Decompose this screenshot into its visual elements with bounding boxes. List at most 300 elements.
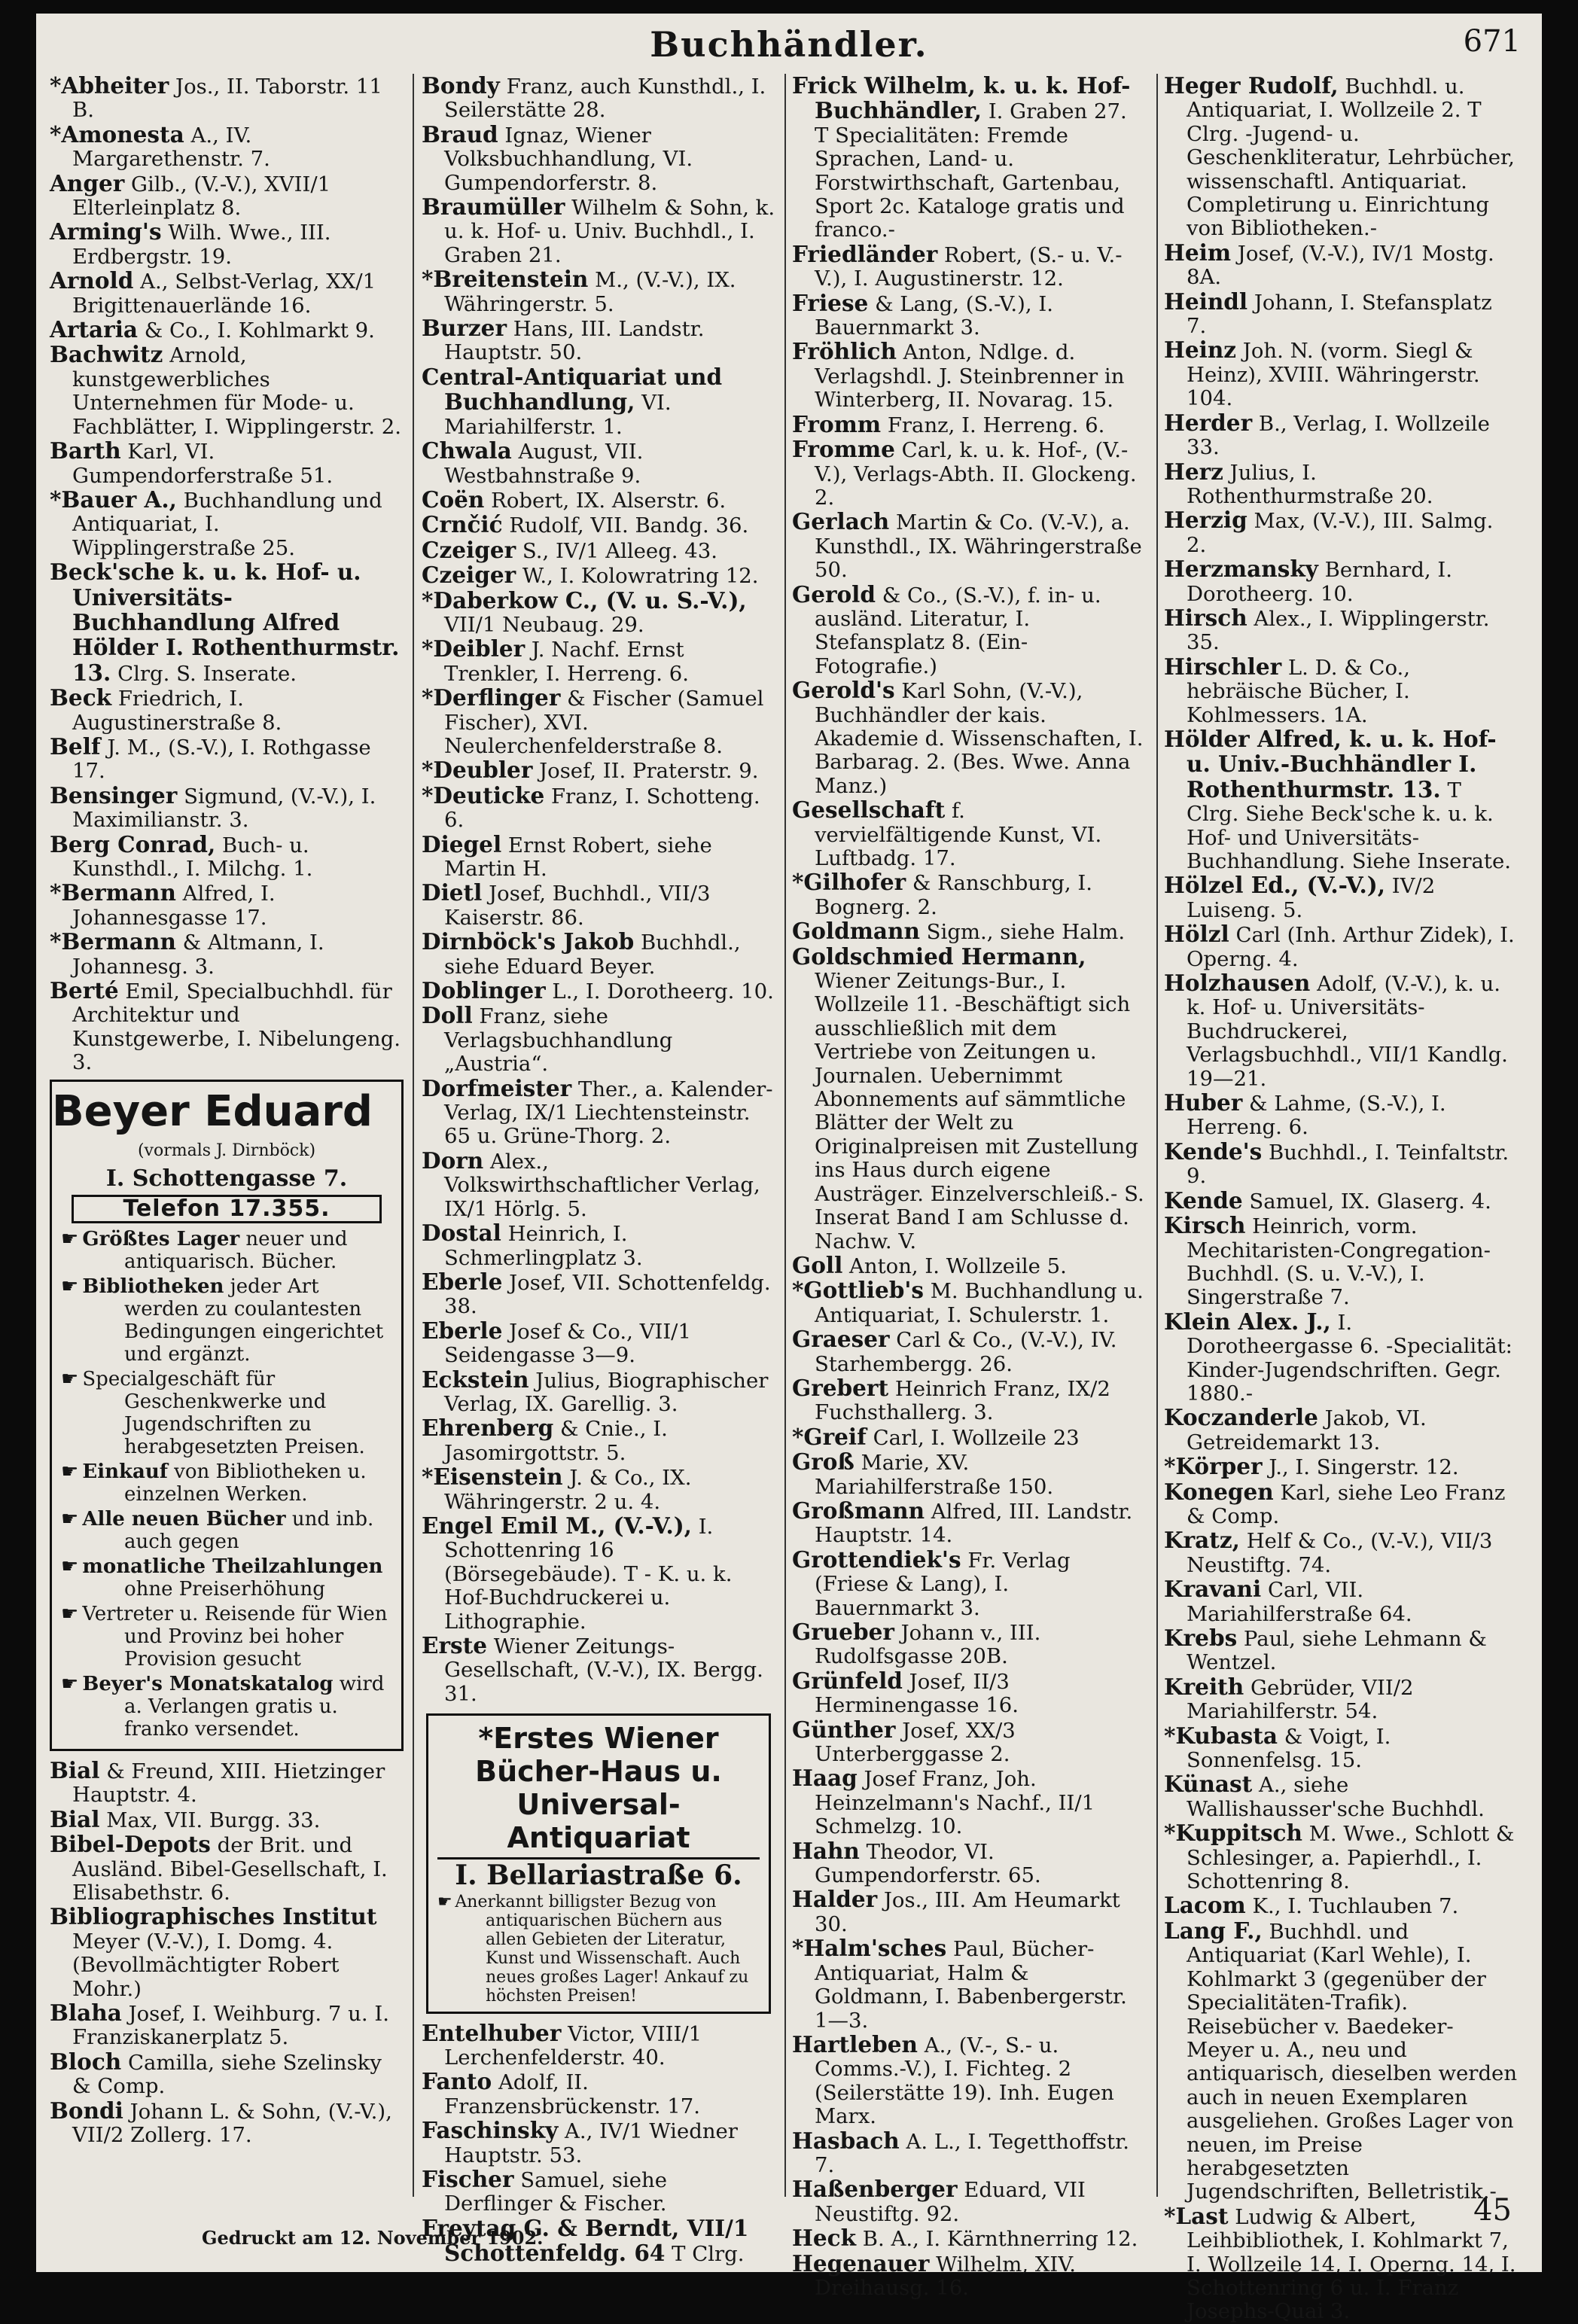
entry-name: Großmann [792, 1497, 925, 1524]
directory-entry [422, 74, 775, 123]
directory-entry [50, 930, 404, 979]
entry-text: Ignaz, Wiener Volksbuchhandlung, VI. Gumpendorferstr. 8. [444, 123, 693, 195]
entry-name: Hartleben [792, 2030, 918, 2057]
pointing-hand-icon: ☛ [61, 1602, 83, 1625]
directory-entry [1164, 1724, 1518, 1773]
directory-entry [422, 267, 775, 316]
directory-entry [50, 2001, 404, 2050]
directory-entry [1164, 1893, 1518, 1918]
pointing-hand-icon: ☛ [437, 1892, 455, 1911]
directory-entry [792, 2226, 1146, 2251]
directory-entry [50, 686, 404, 735]
entry-name: Belf [50, 733, 101, 760]
entry-name: Groß [792, 1448, 854, 1476]
entry-text: A., IV/1 Wiedner Hauptstr. 53. [444, 2119, 738, 2167]
entry-text: Franz, I. Schotteng. 6. [444, 784, 760, 833]
entry-name: Erste [422, 1632, 488, 1658]
entry-name: Bensinger [50, 781, 178, 809]
entry-text: M. Buchhandlung u. Antiquariat, I. Schulerstr. 1. [815, 1279, 1144, 1327]
entry-text: A., IV. Margarethenstr. 7. [72, 123, 270, 172]
footer-printed: Gedruckt am 12. November 1902. [202, 2227, 544, 2249]
directory-entry [792, 1253, 1146, 1278]
entry-text: IV/2 Luiseng. 5. [1187, 874, 1436, 922]
entry-text: W., I. Kolowratring 12. [516, 564, 759, 589]
entry-name: Bibliotheken [82, 1275, 224, 1298]
entry-text: Karl Sohn, (V.-V.), Buchhändler der kais. Akademie d. Wissenschaften, I. Barbarag. 2. (Bes. Wwe. Anna Manz.) [815, 679, 1144, 798]
directory-entry [1164, 290, 1518, 339]
entry-text: Arnold, kunstgewerbliches Unternehmen für Mode- u. Fachblätter, I. Wipplingerstr. 2. [72, 343, 401, 439]
entry-name: Berg Conrad, [50, 830, 216, 857]
entry-name: Graeser [792, 1326, 890, 1353]
entry-name: Eberle [422, 1317, 503, 1344]
entry-name: *Deuticke [422, 781, 545, 809]
directory-entry [792, 1450, 1146, 1499]
entry-name: Hölder Alfred, k. u. k. Hof- u. Univ.-Buchhändler I. Rothenthurmstr. 13. [1164, 725, 1497, 803]
directory-entry [422, 439, 775, 488]
entry-text: Joh. N. (vorm. Siegl & Heinz), XVIII. Währingerstr. 104. [1187, 339, 1480, 411]
column-divider [1156, 74, 1158, 2197]
entry-text: Fr. Verlag (Friese & Lang), I. Bauernmarkt 3. [815, 1548, 1071, 1620]
directory-entry [50, 169, 404, 221]
entry-text: Josef, (V.-V.), IV/1 Mostg. 8A. [1187, 241, 1494, 290]
entry-text: Alfred, III. Landstr. Hauptstr. 14. [815, 1499, 1133, 1548]
entry-text: & Co., I. Kohlmarkt 9. [138, 318, 375, 343]
directory-entry [1164, 557, 1518, 606]
entry-text: T Clrg. Siehe Beck'sche k. u. k. Hof- und Universitäts-Buchhandlung. Siehe Inserate. [1187, 778, 1511, 873]
entry-text: L. D. & Co., hebräische Bücher, I. Kohlmessers. 1A. [1187, 655, 1411, 727]
entry-name: *Deibler [422, 635, 525, 662]
directory-entry [422, 930, 775, 979]
entry-text: Bernhard, I. Dorotheerg. 10. [1187, 558, 1452, 606]
ad-erstes-body: Anerkannt billigster Bezug von antiquarischen Büchern aus allen Gebieten der Literatur, Kunst und Wissenschaft. Auch neues großes Lager! Ankauf zu höchsten Preisen! [455, 1892, 749, 2006]
entry-text: Adolf, (V.-V.), k. u. k. Hof- u. Universitäts-Buchdruckerei, Verlagsbuchhdl., VII/1 Kandlg. 19—21. [1187, 972, 1508, 1091]
entry-name: Artaria [50, 316, 139, 343]
entry-text: neuer und antiquarisch. Bücher. [124, 1227, 348, 1273]
entry-name: Entelhuber [422, 2019, 562, 2046]
entry-name: Engel Emil M., (V.-V.), [422, 1512, 692, 1539]
entry-text: Carl & Co., (V.-V.), IV. Starhembergg. 26. [815, 1328, 1117, 1376]
directory-entry [1164, 1140, 1518, 1189]
entry-text: Carl, k. u. k. Hof-, (V.-V.), Verlags-Abth. II. Glockeng. 2. [815, 438, 1137, 510]
entry-name: Doblinger [422, 977, 546, 1004]
entry-text: Josef, II/3 Herminengasse 16. [815, 1669, 1019, 1718]
entry-text: T Clrg. [665, 2242, 745, 2267]
entry-name: Alle neuen Bücher [82, 1507, 286, 1531]
directory-entry [792, 2030, 1146, 2129]
entry-text: & Lang, (S.-V.), I. Bauernmarkt 3. [815, 291, 1053, 340]
entry-name: *Derflinger [422, 684, 561, 711]
entry-text: Max, (V.-V.), III. Salmg. 2. [1187, 509, 1494, 557]
directory-entry [792, 798, 1146, 870]
entry-name: Dirnböck's Jakob [422, 928, 635, 955]
directory-entry [61, 1460, 392, 1506]
entry-name: Friedländer [792, 240, 938, 267]
entry-name: Berté [50, 977, 119, 1004]
entry-name: Friese [792, 289, 869, 316]
entry-text: Vertreter u. Reisende für Wien und Provinz bei hoher Provision gesucht [82, 1602, 388, 1671]
pointing-hand-icon: ☛ [61, 1460, 83, 1483]
directory-entry [422, 1319, 775, 1368]
directory-entry [422, 979, 775, 1004]
directory-entry [1164, 1772, 1518, 1821]
entry-text: Gilb., (V.-V.), XVII/1 Elterleinplatz 8. [72, 172, 331, 221]
directory-entry [1164, 922, 1518, 971]
entry-text: Sigmund, (V.-V.), I. Maximilianstr. 3. [72, 784, 376, 833]
directory-entry [792, 74, 1146, 242]
entry-text: I. Dorotheergasse 6. -Specialität: Kinder-Jugendschriften. Gegr. 1880.- [1187, 1310, 1513, 1406]
directory-entry [61, 1368, 392, 1458]
directory-entry [1164, 2204, 1518, 2324]
entry-text: & Co., (S.-V.), f. in- u. ausländ. Literatur, I. Stefansplatz 8. (Ein-Fotografie.) [815, 583, 1101, 678]
entry-name: Größtes Lager [82, 1227, 240, 1250]
entry-text: Martin & Co. (V.-V.), a. Kunsthdl., IX. Währingerstraße 50. [815, 510, 1142, 583]
directory-entry [792, 1327, 1146, 1376]
entry-text: M. Wwe., Schlott & Schlesinger, a. Papierhdl., I. Schottenring 8. [1187, 1822, 1515, 1894]
directory-entry [792, 410, 1146, 437]
entry-name: Grünfeld [792, 1667, 903, 1694]
directory-entry [50, 881, 404, 930]
directory-entry [1164, 873, 1518, 922]
entry-name: *Körper [1164, 1453, 1263, 1480]
directory-entry [1164, 1626, 1518, 1675]
entry-text: A., (V.-, S.- u. Comms.-V.), I. Fichteg. 2 (Seilerstätte 19). Inh. Eugen Marx. [815, 2033, 1114, 2129]
entry-text: Theodor, VI. Gumpendorferstr. 65. [815, 1839, 1041, 1888]
entry-name: Gerlach [792, 508, 890, 535]
entry-text: der Brit. und Ausländ. Bibel-Gesellschaft, I. Elisabethstr. 6. [72, 1833, 388, 1905]
directory-entry [422, 637, 775, 686]
entry-text: & Lahme, (S.-V.), I. Herreng. 6. [1187, 1092, 1446, 1140]
entry-name: Hirschler [1164, 653, 1282, 680]
directory-entry [792, 291, 1146, 340]
entry-text: Carl, VII. Mariahilferstraße 64. [1187, 1578, 1412, 1626]
entry-name: Heger Rudolf, [1164, 72, 1339, 99]
directory-entry [422, 2167, 775, 2216]
entry-list [792, 74, 1146, 2300]
directory-entry [422, 881, 775, 930]
ad-beyer-telefon: Telefon 17.355. [72, 1195, 382, 1223]
entry-name: monatliche Theilzahlungen [82, 1555, 383, 1578]
directory-entry [792, 1548, 1146, 1620]
directory-entry [1164, 74, 1518, 241]
entry-name: Halder [792, 1886, 878, 1913]
entry-name: Goll [792, 1251, 843, 1278]
entry-name: *Greif [792, 1423, 867, 1450]
entry-name: Heim [1164, 239, 1232, 266]
directory-entry [422, 2118, 775, 2167]
directory-entry [50, 781, 404, 833]
entry-text: Ludwig & Albert, Leihbibliothek, I. Kohlmarkt 7, I. Wollzeile 14, I. Operng. 14, I. Schottenring 6 u. I. Franz Josephs-Quai 3. [1187, 2204, 1516, 2324]
ad-beyer-name: Beyer Eduard [52, 1086, 373, 1136]
entry-text: Josef, II. Praterstr. 9. [532, 759, 759, 784]
entry-text: wird a. Verlangen gratis u. franko versendet. [124, 1672, 385, 1741]
entry-text: Meyer (V.-V.), I. Domg. 4. (Bevollmächtigter Robert Mohr.) [72, 1929, 340, 2001]
directory-entry [1164, 241, 1518, 290]
entry-name: Braumüller [422, 193, 565, 221]
directory-entry [422, 2070, 775, 2118]
directory-entry [1164, 1480, 1518, 1529]
entry-text: Jos., III. Am Heumarkt 30. [815, 1888, 1120, 1936]
entry-text: Wilhelm & Sohn, k. u. k. Hof- u. Univ. Buchhdl., I. Graben 21. [444, 196, 775, 267]
directory-entry [1164, 606, 1518, 655]
directory-entry [422, 488, 775, 513]
directory-entry [422, 2021, 775, 2070]
directory-entry [50, 1756, 404, 1808]
entry-text: Max, VII. Burgg. 33. [99, 1808, 321, 1832]
directory-entry [792, 1766, 1146, 1838]
entry-text: Alex., Volkswirthschaftlicher Verlag, IX/1 Hörlg. 5. [444, 1149, 760, 1221]
entry-text: Franz, siehe Verlagsbuchhandlung „Austria“. [444, 1004, 673, 1077]
directory-entry [61, 1228, 392, 1273]
entry-text: Samuel, IX. Glaserg. 4. [1242, 1189, 1491, 1214]
directory-entry [50, 220, 404, 269]
entry-name: *Kubasta [1164, 1722, 1278, 1749]
entry-text: jeder Art werden zu coulantesten Bedingungen eingerichtet und ergänzt. [124, 1275, 384, 1366]
entry-name: Fromm [792, 410, 882, 437]
column-divider [784, 74, 786, 2197]
directory-entry [792, 1718, 1146, 1767]
entry-name: Heck [792, 2225, 857, 2252]
entry-text: Wilh. Wwe., III. Erdbergstr. 19. [72, 221, 331, 269]
entry-text: & Fischer (Samuel Fischer), XVI. Neulerchenfelderstraße 8. [444, 687, 764, 758]
entry-text: Marie, XV. Mariahilferstraße 150. [815, 1451, 1054, 1499]
directory-entry [792, 1278, 1146, 1327]
entry-name: Gesellschaft [792, 796, 946, 824]
entry-name: Lacom [1164, 1892, 1246, 1919]
directory-entry [792, 1936, 1146, 2033]
entry-text: Franz, auch Kunsthdl., I. Seilerstätte 28. [444, 75, 766, 123]
entry-text: Alfred, I. Johannesgasse 17. [72, 882, 276, 930]
directory-entry [792, 919, 1146, 944]
ad-beyer-items [61, 1228, 392, 1741]
directory-entry [422, 1368, 775, 1417]
entry-name: Diegel [422, 830, 502, 857]
directory-entry [422, 120, 775, 195]
entry-name: Koczanderle [1164, 1404, 1318, 1431]
entry-text: Carl (Inh. Arthur Zidek), I. Operng. 4. [1187, 923, 1515, 971]
entry-name: Eberle [422, 1268, 503, 1295]
directory-entry [50, 318, 404, 343]
entry-text: Hans, III. Landstr. Hauptstr. 50. [444, 317, 705, 365]
directory-page [36, 14, 1542, 2324]
entry-text: Jos., II. Taborstr. 11 B. [72, 75, 382, 123]
entry-text: Buch- u. Kunsthdl., I. Milchg. 1. [72, 833, 313, 881]
directory-entry [422, 686, 775, 758]
entry-name: Crnčić [422, 511, 503, 538]
directory-entry [792, 437, 1146, 510]
entry-name: Arnold [50, 267, 134, 294]
entry-text: Josef, I. Weihburg. 7 u. I. Franziskanerplatz 5. [72, 2001, 389, 2050]
directory-entry [792, 1839, 1146, 1888]
directory-entry [50, 2050, 404, 2099]
entry-name: *Gilhofer [792, 869, 906, 896]
entry-text: Anton, Ndlge. d. Verlagshdl. J. Steinbrenner in Winterberg, II. Novarag. 15. [815, 340, 1125, 413]
entry-name: Huber [1164, 1089, 1243, 1116]
entry-text: Buchhdl., I. Teinfaltstr. 9. [1187, 1140, 1509, 1189]
entry-name: Grebert [792, 1374, 889, 1401]
pointing-hand-icon: ☛ [61, 1275, 83, 1298]
directory-entry [422, 1465, 775, 1514]
entry-name: Kreith [1164, 1673, 1244, 1700]
entry-name: *Deubler [422, 757, 533, 784]
entry-text: A., Selbst-Verlag, XX/1 Brigittenauerlände 16. [72, 270, 376, 318]
ad-erstes-title: *Erstes Wiener Bücher-Haus u. Universal-Antiquariat [475, 1722, 722, 1855]
entry-name: *Eisenstein [422, 1464, 563, 1491]
directory-entry [792, 340, 1146, 412]
entry-name: Bachwitz [50, 341, 163, 368]
entry-name: Heinz [1164, 337, 1237, 364]
entry-text: Samuel, siehe Derflinger & Fischer. [444, 2168, 667, 2216]
entry-text: VII/1 Neubaug. 29. [444, 612, 644, 637]
entry-text: J. & Co., IX. Währingerstr. 2 u. 4. [444, 1466, 692, 1514]
entry-name: *Amonesta [50, 120, 184, 148]
directory-entry [422, 586, 775, 638]
entry-name: *Daberkow C., (V. u. S.-V.), [422, 586, 747, 614]
directory-entry [792, 678, 1146, 798]
pointing-hand-icon: ☛ [61, 1672, 83, 1695]
entry-list [1164, 74, 1518, 2324]
entry-text: L., I. Dorotheerg. 10. [545, 979, 774, 1004]
directory-entry [61, 1555, 392, 1601]
entry-name: Beck [50, 684, 112, 711]
entry-name: Goldschmied Hermann, [792, 943, 1086, 970]
entry-text: & Cnie., I. Jasomirgottstr. 5. [444, 1417, 668, 1465]
entry-text: Buchhdl. und Antiquariat (Karl Wehle), I. Kohlmarkt 3 (gegenüber der Specialitäten-Trafik). Reisebücher v. Baedeker-Meyer u. A., neu und antiquarisch, dieselben werden auch in neuen Exemplaren ausgeliehen. Großes Lager von neuen, im Preise herabgesetzten Jugendschriften, Belletristik.- [1187, 1919, 1518, 2204]
entry-text: & Ranschburg, I. Bognerg. 2. [815, 871, 1092, 919]
entry-name: Anger [50, 169, 125, 196]
directory-entry [422, 830, 775, 882]
entry-text: Rudolf, VII. Bandg. 36. [502, 513, 749, 538]
entry-name: *Bermann [50, 879, 176, 906]
entry-name: Holzhausen [1164, 970, 1311, 997]
directory-entry [1164, 971, 1518, 1091]
entry-name: Einkauf [82, 1460, 168, 1483]
directory-entry [792, 242, 1146, 291]
directory-entry [50, 830, 404, 882]
directory-entry [1164, 1091, 1518, 1140]
entry-text: Julius, Biographischer Verlag, IX. Garellig. 3. [444, 1368, 769, 1416]
directory-entry [422, 1004, 775, 1076]
directory-entry [1164, 1406, 1518, 1454]
entry-name: *Gottlieb's [792, 1277, 924, 1304]
directory-entry [50, 735, 404, 784]
directory-entry [1164, 1214, 1518, 1310]
directory-entry [1164, 655, 1518, 727]
entry-name: Kratz, [1164, 1527, 1240, 1554]
entry-text: Wiener Zeitungs-Gesellschaft, (V.-V.), IX. Bergg. 31. [444, 1634, 763, 1706]
entry-name: Fromme [792, 436, 895, 463]
directory-entry [50, 1832, 404, 1905]
entry-list [50, 74, 404, 1075]
entry-text: Camilla, siehe Szelinsky & Comp. [72, 2050, 382, 2099]
directory-entry [422, 781, 775, 833]
entry-name: *Abheiter [50, 72, 169, 99]
directory-entry [1164, 1186, 1518, 1214]
directory-entry [792, 1669, 1146, 1718]
directory-entry [50, 269, 404, 318]
directory-entry [1164, 508, 1518, 557]
entry-text: Alex., I. Wipplingerstr. 35. [1187, 606, 1490, 655]
entry-text: A. L., I. Tegetthoffstr. 7. [815, 2129, 1129, 2177]
entry-text: J., I. Singerstr. 12. [1262, 1455, 1459, 1480]
entry-name: Coën [422, 486, 485, 513]
entry-name: Gerold's [792, 677, 895, 704]
entry-name: Grueber [792, 1619, 894, 1645]
entry-name: Ehrenberg [422, 1415, 554, 1442]
column-2 [422, 72, 775, 2267]
directory-entry [422, 1514, 775, 1634]
entry-text: Victor, VIII/1 Lerchenfelderstr. 40. [444, 2021, 702, 2070]
entry-text: und inb. auch gegen [124, 1507, 374, 1553]
entry-name: *Breitenstein [422, 266, 589, 293]
directory-entry [422, 316, 775, 365]
entry-text: Heinrich, I. Schmerlingplatz 3. [444, 1222, 643, 1270]
entry-text: VI. Mariahilferstr. 1. [444, 391, 672, 439]
entry-text: von Bibliotheken u. einzelnen Werken. [124, 1460, 367, 1506]
directory-entry [792, 580, 1146, 679]
entry-text: Adolf, II. Franzensbrückenstr. 17. [444, 2070, 700, 2118]
entry-text: Ernst Robert, siehe Martin H. [444, 833, 712, 881]
entry-list [50, 1756, 404, 2148]
page-title: Buchhändler. [650, 24, 928, 65]
entry-name: Heindl [1164, 288, 1248, 315]
directory-entry [422, 195, 775, 267]
entry-text: Carl, I. Wollzeile 23 [866, 1425, 1080, 1450]
column-4 [1164, 72, 1518, 2324]
ad-beyer-formerly: (vormals J. Dirnböck) [137, 1141, 316, 1160]
directory-entry [422, 1221, 775, 1270]
entry-name: Bondi [50, 2097, 123, 2124]
entry-text: & Voigt, I. Sonnenfelsg. 15. [1187, 1724, 1391, 1773]
entry-name: Kravani [1164, 1576, 1262, 1603]
entry-name: Hegenauer [792, 2249, 930, 2277]
pointing-hand-icon: ☛ [61, 1507, 83, 1531]
entry-name: Hölzl [1164, 921, 1229, 948]
entry-name: Hirsch [1164, 604, 1247, 631]
erstes-advertisement [426, 1713, 771, 2013]
directory-entry [50, 488, 404, 560]
directory-entry [792, 1499, 1146, 1548]
entry-name: Barth [50, 437, 121, 464]
entry-text: Eduard, VII Neustiftg. 92. [815, 2178, 1086, 2226]
entry-text: Buchhdl., siehe Eduard Beyer. [444, 931, 741, 979]
entry-text: Friedrich, I. Augustinerstraße 8. [72, 687, 282, 735]
entry-text: Heinrich Franz, IX/2 Fuchsthallerg. 3. [815, 1376, 1110, 1425]
entry-name: Beck'sche k. u. k. Hof- u. Universitäts-Buchhandlung Alfred Hölder I. Rothenthurmstr. 13. [50, 559, 400, 686]
entry-name: Braud [422, 120, 498, 148]
entry-text: Wilhelm, XIV. Dreihausg. 16. [815, 2252, 1077, 2300]
pointing-hand-icon: ☛ [61, 1367, 83, 1390]
entry-name: Künast [1164, 1771, 1253, 1798]
entry-name: Klein Alex. J., [1164, 1308, 1331, 1335]
directory-entry [422, 1634, 775, 1706]
entry-name: Doll [422, 1002, 473, 1029]
entry-name: Frick Wilhelm, k. u. k. Hof-Buchhändler, [792, 72, 1131, 124]
entry-name: Kende's [1164, 1138, 1263, 1165]
entry-text: Clrg. S. Inserate. [111, 661, 297, 686]
entry-name: Fröhlich [792, 338, 897, 365]
entry-name: Grottendiek's [792, 1546, 961, 1573]
entry-name: Haag [792, 1765, 858, 1792]
entry-text: Sigm., siehe Halm. [919, 920, 1126, 945]
entry-name: Bibel-Depots [50, 1831, 211, 1858]
directory-entry [792, 1887, 1146, 1936]
entry-text: August, VII. Westbahnstraße 9. [444, 440, 644, 488]
entry-name: Günther [792, 1716, 896, 1743]
directory-entry [1164, 1454, 1518, 1479]
directory-entry [1164, 1528, 1518, 1577]
entry-name: Dietl [422, 879, 483, 906]
directory-entry [50, 2099, 404, 2148]
